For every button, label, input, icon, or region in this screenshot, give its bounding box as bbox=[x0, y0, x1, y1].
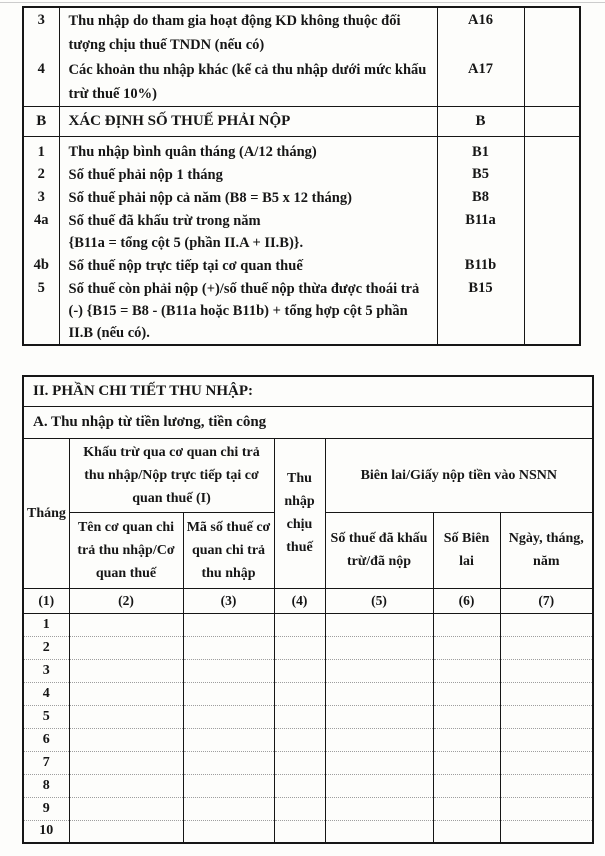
row-description bbox=[59, 163, 437, 186]
empty-cell bbox=[500, 797, 593, 820]
table-row bbox=[23, 277, 580, 345]
month-number: 1 bbox=[23, 613, 69, 636]
month-number: 8 bbox=[23, 774, 69, 797]
table-row bbox=[23, 209, 580, 254]
row-description bbox=[59, 209, 437, 254]
row-description bbox=[59, 254, 437, 277]
table-row bbox=[23, 186, 580, 209]
empty-cell bbox=[433, 797, 500, 820]
empty-cell bbox=[69, 728, 183, 751]
month-number: 7 bbox=[23, 751, 69, 774]
row-value-cell bbox=[524, 163, 580, 186]
empty-cell bbox=[69, 659, 183, 682]
empty-cell bbox=[183, 728, 274, 751]
empty-cell bbox=[325, 682, 433, 705]
withholding-group-header: Khấu trừ qua cơ quan chi trả thu nhập/Nộp trực tiếp tại cơ quan thuế (I) bbox=[69, 438, 274, 512]
empty-cell bbox=[325, 797, 433, 820]
empty-cell bbox=[274, 774, 325, 797]
tax-summary-table bbox=[22, 6, 581, 346]
row-value-cell bbox=[524, 186, 580, 209]
empty-cell bbox=[69, 705, 183, 728]
row-description bbox=[59, 7, 437, 57]
row-value-cell bbox=[524, 209, 580, 254]
payer-name-column-header: Tên cơ quan chi trả thu nhập/Cơ quan thuế bbox=[69, 512, 183, 588]
empty-cell bbox=[433, 705, 500, 728]
empty-cell bbox=[183, 820, 274, 843]
month-number: 10 bbox=[23, 820, 69, 843]
month-number: 3 bbox=[23, 659, 69, 682]
month-data-row bbox=[23, 774, 593, 797]
description-line: trừ thuế 10%) bbox=[68, 86, 157, 102]
table-row bbox=[23, 57, 580, 107]
empty-cell bbox=[325, 659, 433, 682]
row-description bbox=[59, 277, 437, 345]
row-description bbox=[59, 186, 437, 209]
column-number-row bbox=[23, 588, 593, 613]
month-number: 4 bbox=[23, 682, 69, 705]
section-title: XÁC ĐỊNH SỐ THUẾ PHẢI NỘP bbox=[59, 107, 437, 137]
empty-cell bbox=[274, 636, 325, 659]
description-line: II.B (nếu có). bbox=[68, 325, 150, 341]
header-row-groups bbox=[23, 438, 593, 512]
empty-cell bbox=[274, 705, 325, 728]
empty-cell bbox=[69, 797, 183, 820]
empty-cell bbox=[500, 728, 593, 751]
month-column-header: Tháng bbox=[23, 438, 69, 588]
empty-cell bbox=[325, 751, 433, 774]
empty-cell bbox=[183, 636, 274, 659]
income-detail-table bbox=[22, 375, 594, 844]
empty-cell bbox=[274, 728, 325, 751]
column-number: (4) bbox=[274, 588, 325, 613]
month-data-row bbox=[23, 797, 593, 820]
row-value-cell bbox=[524, 137, 580, 164]
description-line: Số thuế phải nộp 1 tháng bbox=[68, 167, 223, 183]
row-number: 4b bbox=[23, 254, 59, 277]
empty-cell bbox=[433, 682, 500, 705]
empty-cell bbox=[325, 613, 433, 636]
description-line: Các khoản thu nhập khác (kể cả thu nhập dưới mức khấu bbox=[68, 62, 427, 78]
empty-cell bbox=[500, 636, 593, 659]
month-number: 6 bbox=[23, 728, 69, 751]
empty-cell bbox=[325, 705, 433, 728]
row-code: B11b bbox=[437, 254, 524, 277]
table-row bbox=[23, 137, 580, 164]
row-description bbox=[59, 137, 437, 164]
empty-cell bbox=[183, 682, 274, 705]
section-b-header-row bbox=[23, 107, 580, 137]
receipt-group-header: Biên lai/Giấy nộp tiền vào NSNN bbox=[325, 438, 593, 512]
section-letter: B bbox=[23, 107, 59, 137]
empty-cell bbox=[69, 820, 183, 843]
empty-cell bbox=[69, 682, 183, 705]
receipt-number-column-header: Số Biên lai bbox=[433, 512, 500, 588]
row-number: 5 bbox=[23, 277, 59, 345]
month-number: 9 bbox=[23, 797, 69, 820]
description-line: Số thuế nộp trực tiếp tại cơ quan thuế bbox=[68, 258, 303, 274]
empty-cell bbox=[183, 797, 274, 820]
empty-cell bbox=[500, 751, 593, 774]
empty-cell bbox=[325, 728, 433, 751]
month-data-row bbox=[23, 705, 593, 728]
row-description bbox=[59, 57, 437, 107]
empty-cell bbox=[183, 705, 274, 728]
empty-cell bbox=[183, 613, 274, 636]
row-number: 2 bbox=[23, 163, 59, 186]
description-line: (-) {B15 = B8 - (B11a hoặc B11b) + tổng hợp cột 5 phần bbox=[68, 303, 408, 319]
empty-cell bbox=[274, 682, 325, 705]
subsection-title: A. Thu nhập từ tiền lương, tiền công bbox=[23, 406, 593, 438]
month-data-row bbox=[23, 820, 593, 843]
column-number: (1) bbox=[23, 588, 69, 613]
taxable-income-column-header: Thu nhập chịu thuế bbox=[274, 438, 325, 588]
empty-cell bbox=[433, 636, 500, 659]
row-code: B11a bbox=[437, 209, 524, 254]
empty-cell bbox=[500, 659, 593, 682]
empty-cell bbox=[274, 751, 325, 774]
empty-cell bbox=[325, 774, 433, 797]
description-line: Thu nhập bình quân tháng (A/12 tháng) bbox=[68, 144, 317, 160]
row-code: A17 bbox=[437, 57, 524, 107]
row-value-cell bbox=[524, 254, 580, 277]
section-title: II. PHẦN CHI TIẾT THU NHẬP: bbox=[23, 376, 593, 406]
empty-cell bbox=[433, 820, 500, 843]
empty-cell bbox=[500, 682, 593, 705]
row-number: 1 bbox=[23, 137, 59, 164]
row-value-cell bbox=[524, 7, 580, 57]
row-number: 3 bbox=[23, 186, 59, 209]
empty-cell bbox=[274, 613, 325, 636]
section-code: B bbox=[437, 107, 524, 137]
empty-cell bbox=[274, 820, 325, 843]
month-data-row bbox=[23, 636, 593, 659]
row-value-cell bbox=[524, 277, 580, 345]
empty-cell bbox=[500, 820, 593, 843]
empty-cell bbox=[183, 751, 274, 774]
column-number: (6) bbox=[433, 588, 500, 613]
row-number: 4a bbox=[23, 209, 59, 254]
row-code: B15 bbox=[437, 277, 524, 345]
empty-cell bbox=[433, 751, 500, 774]
empty-cell bbox=[500, 774, 593, 797]
description-line: Số thuế phải nộp cả năm (B8 = B5 x 12 tháng) bbox=[68, 190, 352, 206]
row-code: A16 bbox=[437, 7, 524, 57]
empty-cell bbox=[274, 797, 325, 820]
empty-cell bbox=[433, 774, 500, 797]
empty-cell bbox=[69, 774, 183, 797]
empty-cell bbox=[325, 636, 433, 659]
empty-cell bbox=[274, 659, 325, 682]
row-code: B8 bbox=[437, 186, 524, 209]
column-number: (3) bbox=[183, 588, 274, 613]
column-number: (5) bbox=[325, 588, 433, 613]
empty-cell bbox=[69, 636, 183, 659]
description-line: Thu nhập do tham gia hoạt động KD không thuộc đối bbox=[68, 13, 401, 29]
month-number: 5 bbox=[23, 705, 69, 728]
tax-withheld-column-header: Số thuế đã khấu trừ/đã nộp bbox=[325, 512, 433, 588]
row-code: B1 bbox=[437, 137, 524, 164]
row-code: B5 bbox=[437, 163, 524, 186]
empty-cell bbox=[500, 705, 593, 728]
empty-cell bbox=[433, 659, 500, 682]
table-row bbox=[23, 254, 580, 277]
empty-cell bbox=[433, 613, 500, 636]
column-number: (7) bbox=[500, 588, 593, 613]
row-number: 3 bbox=[23, 7, 59, 57]
subsection-title-row bbox=[23, 406, 593, 438]
empty-cell bbox=[183, 774, 274, 797]
empty-cell bbox=[325, 820, 433, 843]
description-line: tượng chịu thuế TNDN (nếu có) bbox=[68, 37, 265, 53]
row-value-cell bbox=[524, 57, 580, 107]
scan-artifact-line bbox=[0, 2, 605, 3]
month-data-row bbox=[23, 682, 593, 705]
payer-tax-code-column-header: Mã số thuế cơ quan chi trả thu nhập bbox=[183, 512, 274, 588]
description-line: Số thuế còn phải nộp (+)/số thuế nộp thừa được thoái trả bbox=[68, 281, 420, 297]
column-number: (2) bbox=[69, 588, 183, 613]
empty-cell bbox=[69, 613, 183, 636]
description-line: {B11a = tổng cột 5 (phần II.A + II.B)}. bbox=[68, 235, 304, 251]
row-number: 4 bbox=[23, 57, 59, 107]
table-row bbox=[23, 7, 580, 57]
empty-cell bbox=[500, 613, 593, 636]
month-number: 2 bbox=[23, 636, 69, 659]
month-data-row bbox=[23, 728, 593, 751]
empty-cell bbox=[183, 659, 274, 682]
month-data-row bbox=[23, 751, 593, 774]
month-data-row bbox=[23, 659, 593, 682]
month-data-row bbox=[23, 613, 593, 636]
empty-cell bbox=[433, 728, 500, 751]
section-title-row bbox=[23, 376, 593, 406]
row-value-cell bbox=[524, 107, 580, 137]
description-line: Số thuế đã khấu trừ trong năm bbox=[68, 213, 261, 229]
table-row bbox=[23, 163, 580, 186]
receipt-date-column-header: Ngày, tháng, năm bbox=[500, 512, 593, 588]
empty-cell bbox=[69, 751, 183, 774]
